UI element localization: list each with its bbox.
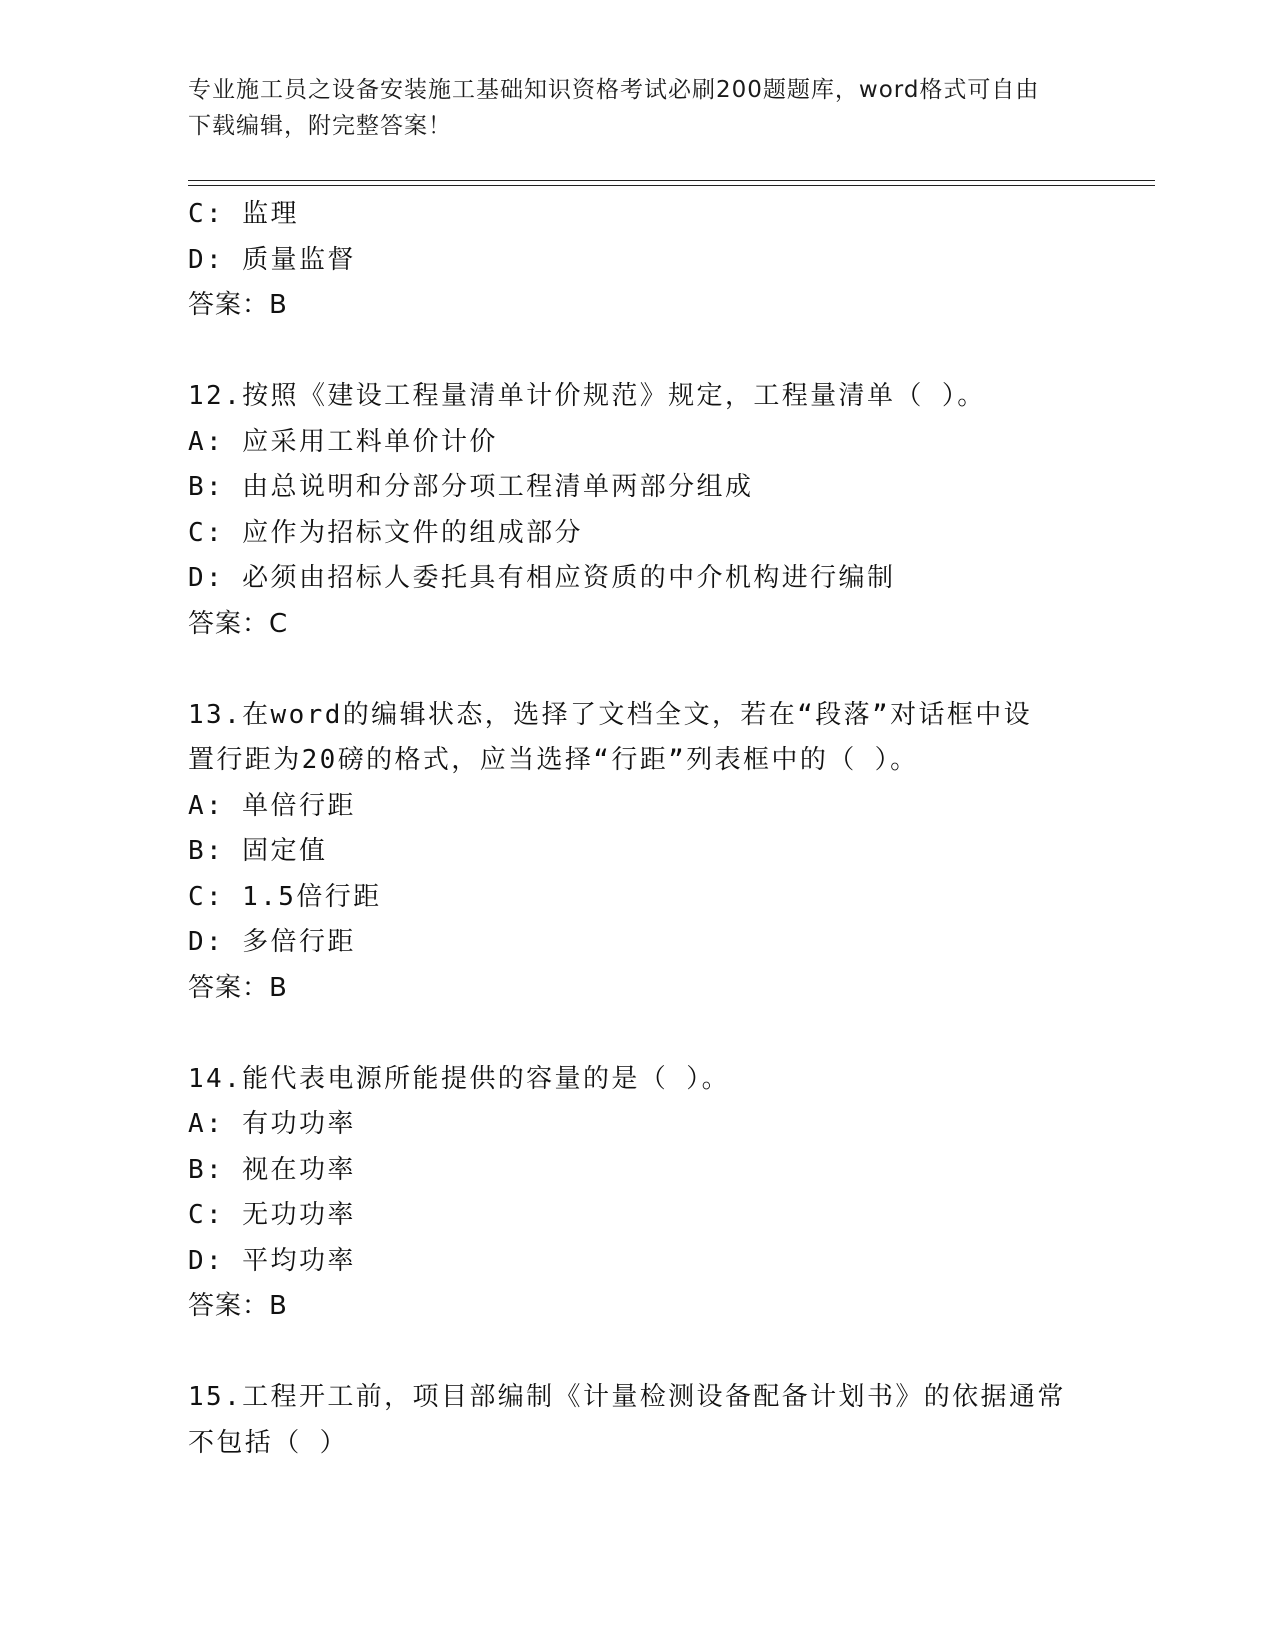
- option-b: B: 由总说明和分部分项工程清单两部分组成: [188, 472, 754, 502]
- question-spacer: [188, 329, 1128, 375]
- answer-line: 答案：B: [188, 1291, 288, 1321]
- option-d: D: 多倍行距: [188, 927, 356, 957]
- question-spacer: [188, 647, 1128, 693]
- header-divider-top: [188, 180, 1155, 181]
- option-b: B: 视在功率: [188, 1154, 356, 1185]
- question-14: [188, 1057, 1128, 1330]
- option-c: C: 应作为招标文件的组成部分: [188, 517, 583, 548]
- question-stem: 12.按照《建设工程量清单计价规范》规定，工程量清单（ ）。: [188, 381, 986, 411]
- question-spacer: [188, 1330, 1128, 1376]
- question-11-tail: [188, 192, 1128, 329]
- question-12: [188, 374, 1128, 647]
- option-a: A: 单倍行距: [188, 790, 356, 821]
- option-c: C: 1.5倍行距: [188, 881, 382, 912]
- option-d: D: 必须由招标人委托具有相应资质的中介机构进行编制: [188, 563, 896, 593]
- question-13: [188, 693, 1128, 1012]
- question-list: [188, 192, 1128, 1466]
- question-spacer: [188, 1011, 1128, 1057]
- question-15: [188, 1375, 1128, 1466]
- option-b: B: 固定值: [188, 836, 328, 866]
- header-title-line-2: 下载编辑，附完整答案！: [188, 113, 452, 139]
- question-stem: 15.工程开工前，项目部编制《计量检测设备配备计划书》的依据通常: [188, 1382, 1066, 1412]
- answer-line: 答案：B: [188, 972, 288, 1003]
- answer-line: 答案：B: [188, 290, 288, 320]
- question-stem-continued: 不包括（ ）: [188, 1427, 349, 1458]
- answer-line: 答案：C: [188, 608, 289, 639]
- question-stem-continued: 置行距为20磅的格式，应当选择“行距”列表框中的（ ）。: [188, 745, 919, 775]
- option-c: C: 无功功率: [188, 1200, 356, 1230]
- header-title-line-1: 专业施工员之设备安装施工基础知识资格考试必刷200题题库，word格式可自由: [188, 77, 1040, 103]
- header-divider-bottom: [188, 185, 1155, 186]
- document-header: [188, 72, 1068, 144]
- option-d: D: 平均功率: [188, 1245, 356, 1276]
- option-c: C: 监理: [188, 199, 299, 229]
- question-stem: 13.在word的编辑状态，选择了文档全文，若在“段落”对话框中设: [188, 699, 1033, 730]
- option-a: A: 有功功率: [188, 1109, 356, 1139]
- option-d: D: 质量监督: [188, 244, 356, 275]
- option-a: A: 应采用工料单价计价: [188, 426, 498, 457]
- question-stem: 14.能代表电源所能提供的容量的是（ ）。: [188, 1063, 731, 1094]
